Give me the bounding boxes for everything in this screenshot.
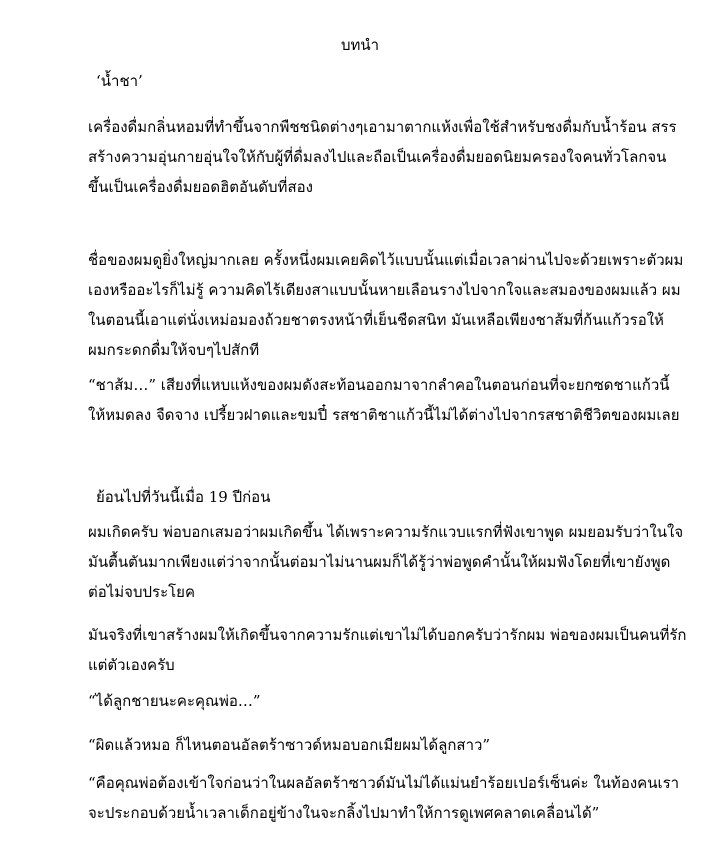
- quote-line: “ได้ลูกชายนะคะคุณพ่อ…”: [88, 692, 261, 710]
- paragraph-name: [88, 245, 688, 365]
- paragraph-line: “ชาส้ม…” เสียงที่แหบแห้งของผมดังสะท้อนออกมาจากลำคอในตอนก่อนที่จะยกซดชาแก้วนี้: [88, 376, 670, 394]
- paragraph-line: ชื่อของผมดูยิ่งใหญ่มากเลย ครั้งหนึ่งผมเคยคิดไว้แบบนั้นแต่เมื่อเวลาผ่านไปจะด้วยเพราะตัวผม: [88, 251, 684, 269]
- paragraph-line: ผมเกิดครับ พ่อบอกเสมอว่าผมเกิดขึ้น ได้เพราะความรักแวบแรกที่ฟังเขาพูด ผมยอมรับว่าในใจ: [88, 523, 684, 541]
- paragraph-line: สร้างความอุ่นกายอุ่นใจให้กับผู้ที่ดื่มลงไปและถือเป็นเครื่องดื่มยอดนิยมครองใจคนทั่วโลกจน: [88, 148, 667, 166]
- paragraph-line: เครื่องดื่มกลิ่นหอมที่ทำขึ้นจากพืชชนิดต่างๆเอามาตากแห้งเพื่อใช้สำหรับชงดื่มกับน้ำร้อน สรร: [88, 118, 677, 136]
- quote-line: “คือคุณพ่อต้องเข้าใจก่อนว่าในผลอัลตร้าซาวด์มันไม่ได้แม่นยำร้อยเปอร์เซ็นค่ะ ในท้องคนเรา: [88, 774, 680, 792]
- subheading-flashback: ย้อนไปที่วันนี้เมื่อ 19 ปีก่อน: [96, 488, 271, 506]
- paragraph-line: ขึ้นเป็นเครื่องดื่มยอดฮิตอันดับที่สอง: [88, 178, 313, 196]
- subheading-tea: ‘น้ำชา’: [96, 72, 143, 90]
- quote-line: จะประกอบด้วยน้ำเวลาเด็กอยู่ข้างในจะกลิ้งไปมาทำให้การดูเพศคลาดเคลื่อนได้”: [88, 804, 600, 822]
- paragraph-definition: [88, 112, 688, 202]
- paragraph-line: มันจริงที่เขาสร้างผมให้เกิดขึ้นจากความรักแต่เขาไม่ได้บอกครับว่ารักผม พ่อของผมเป็นคนที่รัก: [88, 626, 687, 644]
- quote-line: “ผิดแล้วหมอ ก็ไหนตอนอัลตร้าซาวด์หมอบอกเมียผมได้ลูกสาว”: [88, 736, 491, 754]
- paragraph-birth: [88, 517, 688, 607]
- paragraph-line: ต่อไม่จบประโยค: [88, 583, 196, 601]
- paragraph-orange-tea: [88, 370, 688, 430]
- paragraph-line: มันตื้นตันมากเพียงแต่ว่าจากนั้นต่อมาไม่นานผมก็ได้รู้ว่าพ่อพูดคำนั้นให้ผมฟังโดยที่เขายังพูด: [88, 553, 671, 571]
- quote-son: [88, 686, 688, 716]
- paragraph-line: ให้หมดลง จืดจาง เปรี้ยวฝาดและขมปี๋ รสชาติชาแก้วนี้ไม่ได้ต่างไปจากรสชาติชีวิตของผมเลย: [88, 406, 680, 424]
- paragraph-line: ในตอนนี้เอาแต่นั่งเหม่อมองถ้วยชาตรงหน้าที่เย็นชืดสนิท มันเหลือเพียงชาส้มที่ก้นแก้วรอให้: [88, 311, 664, 329]
- page-title: บทนำ: [340, 36, 380, 54]
- quote-doctor: [88, 768, 688, 828]
- quote-wrong: [88, 730, 688, 760]
- paragraph-line: เองหรืออะไรก็ไม่รู้ ความคิดไร้เดียงสาแบบนั้นหายเลือนรางไปจากใจและสมองของผมแล้ว ผม: [88, 281, 681, 299]
- paragraph-line: ผมกระดกดื่มให้จบๆไปสักที: [88, 341, 260, 359]
- paragraph-father: [88, 620, 688, 680]
- paragraph-line: แต่ตัวเองครับ: [88, 656, 175, 674]
